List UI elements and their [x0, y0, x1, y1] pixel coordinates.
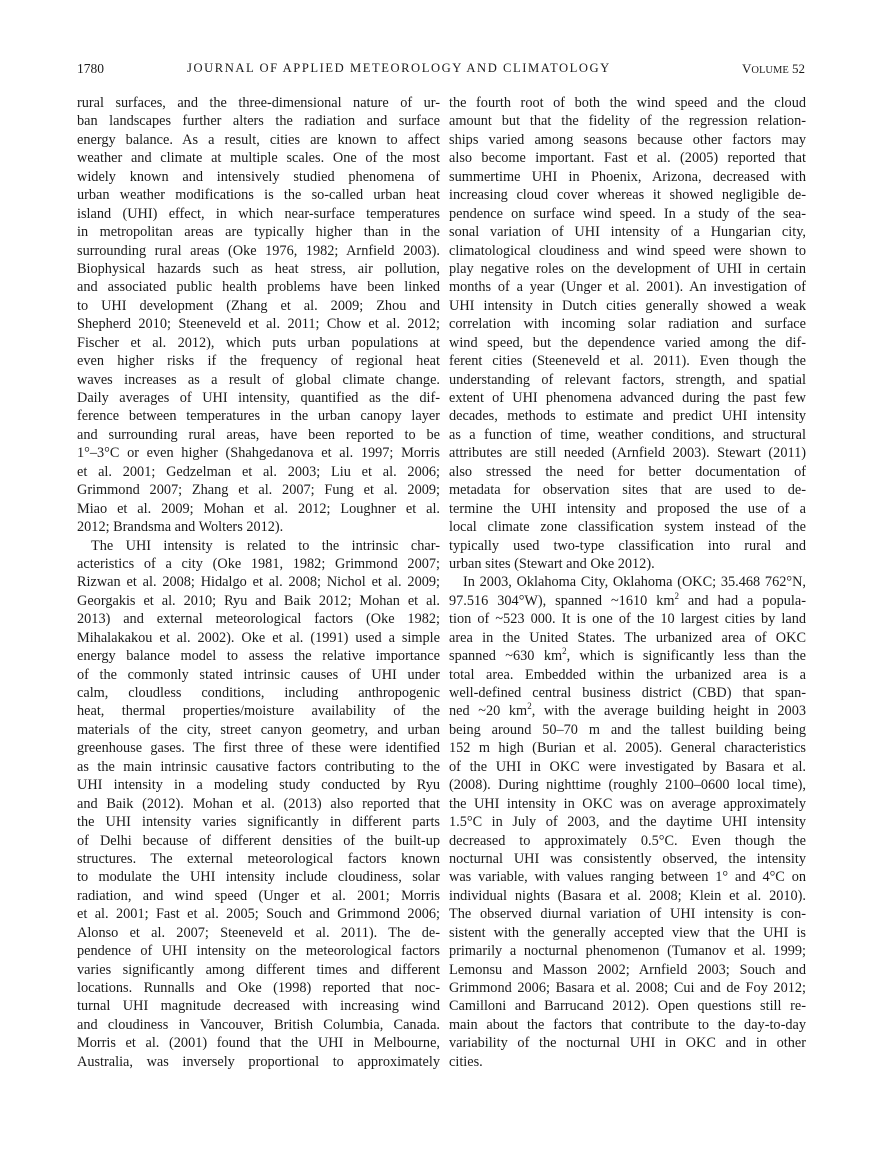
text-line: to modulate the UHI intensity include cloudiness, solar — [77, 869, 440, 886]
text-line: the fourth root of both the wind speed and the cloud — [449, 95, 806, 111]
text-line: 97.516 304°W), spanned ~1610 $km^2$ and had a popula- — [449, 590, 806, 609]
text-line: Biophysical hazards such as heat stress, air pollution, — [77, 260, 440, 277]
left-column — [77, 94, 440, 1071]
text-line: in metropolitan areas are typically higher than in the — [77, 224, 440, 241]
text-line: summertime UHI in Phoenix, Arizona, decreased with — [449, 168, 806, 185]
text-line: months of a year (Unger et al. 2001). An investigation of — [449, 279, 806, 296]
text-line: Grimmond 2006; Basara et al. 2008; Cui and de Foy 2012; — [449, 980, 806, 996]
text-line: amount but that the fidelity of the regression relation- — [449, 113, 806, 130]
text-line: UHI intensity in a modeling study conducted by Ryu — [77, 777, 440, 794]
text-line: rural surfaces, and the three-dimensional nature of ur- — [77, 95, 440, 111]
page-number: 1780 — [77, 61, 104, 76]
text-line: radiation, and wind speed (Unger et al. 2001; Morris — [77, 887, 440, 904]
text-line: and surrounding rural areas, have been reported to be — [77, 426, 440, 443]
text-line: and Baik (2012). Mohan et al. (2013) also reported that — [77, 795, 440, 812]
text-line: varies significantly among different times and different — [77, 961, 440, 978]
text-line: et al. 2001; Gedzelman et al. 2003; Liu et al. 2006; — [77, 463, 440, 480]
text-line: ference between temperatures in the urban canopy layer — [77, 408, 440, 425]
text-line: pendence on surface wind speed. In a study of the sea- — [449, 205, 806, 222]
text-line: of the commonly stated intrinsic causes of UHI under — [77, 666, 440, 683]
text-line: local climate zone classification system instead of the — [449, 519, 806, 536]
text-line: being around 50–70 m and the tallest building being — [449, 721, 806, 738]
text-line: structures. The external meteorological factors known — [77, 850, 440, 867]
text-line: increasing cloud cover whereas it showed negligible de- — [449, 187, 806, 204]
text-line: Shepherd 2010; Steeneveld et al. 2011; Chow et al. 2012; — [77, 316, 440, 333]
text-line: 2012; Brandsma and Wolters 2012). — [77, 519, 284, 536]
text-line: energy balance. As a result, cities are known to affect — [77, 131, 440, 148]
text-line: 2013) and external meteorological factors (Oke 1982; — [77, 611, 440, 628]
text-line: pendence of UHI intensity on the meteorological factors — [77, 943, 440, 960]
text-line: climatological cloudiness and wind speed were shown to — [449, 242, 806, 259]
text-line: individual nights (Basara et al. 2008; Klein et al. 2010). — [449, 887, 806, 904]
text-line: heat, thermal properties/moisture availability of the — [77, 703, 440, 720]
text-line: waves increases as a result of global climate change. — [77, 371, 440, 388]
text-line: In 2003, Oklahoma City, Oklahoma (OKC; 35.468 762°N, — [463, 574, 806, 591]
text-line: Camilloni and Barrucand 2012). Open questions still re- — [449, 998, 806, 1015]
text-line: total area. Embedded within the urbanized area is a — [449, 666, 806, 683]
text-line: decades, methods to estimate and predict UHI intensity — [449, 408, 806, 425]
running-header — [77, 61, 805, 81]
text-line: Alonso et al. 2007; Steeneveld et al. 2011). The de- — [77, 924, 440, 941]
text-line: of the UHI in OKC were investigated by Basara et al. — [449, 758, 806, 775]
text-line: urban sites (Stewart and Oke 2012). — [449, 555, 655, 572]
text-line: metadata for observation sites that are used to de- — [449, 482, 806, 499]
text-line: Mihalakakou et al. 2002). Oke et al. (1991) used a simple — [77, 629, 440, 646]
text-line: island (UHI) effect, in which near-surface temperatures — [77, 205, 440, 222]
text-line: ferent cities (Steeneveld et al. 2011). Even though the — [449, 353, 806, 370]
text-line: locations. Runnalls and Oke (1998) reported that noc- — [77, 980, 440, 996]
volume-label: VOLUME 52 — [742, 61, 805, 76]
text-line: and cloudiness in Vancouver, British Columbia, Canada. — [77, 1016, 440, 1033]
text-line: even higher risks if the frequency of regional heat — [77, 353, 440, 370]
text-line: acteristics of a city (Oke 1981, 1982; Grimmond 2007; — [77, 555, 440, 572]
text-line: ban landscapes further alters the radiation and surface — [77, 113, 440, 130]
text-line: was variable, with values ranging between 1° and 4°C on — [449, 869, 806, 886]
text-line: primarily a nocturnal phenomenon (Tumanov et al. 1999; — [449, 943, 806, 960]
text-line: Australia, was inversely proportional to approximately — [77, 1053, 440, 1070]
text-line: et al. 2001; Fast et al. 2005; Souch and Grimmond 2006; — [77, 906, 440, 923]
text-line: variability of the nocturnal UHI in OKC and in other — [449, 1035, 806, 1052]
text-line: The observed diurnal variation of UHI intensity is con- — [449, 906, 806, 923]
text-line: 152 m high (Burian et al. 2005). General characteristics — [449, 740, 806, 757]
text-line: Fischer et al. 2012), which puts urban populations at — [77, 334, 440, 351]
text-line: greenhouse gases. The first three of these were identified — [77, 740, 440, 757]
text-line: understanding of relevant factors, strength, and spatial — [449, 371, 806, 388]
text-line: turnal UHI magnitude decreased with increasing wind — [77, 998, 440, 1015]
text-line: to UHI development (Zhang et al. 2009; Zhou and — [77, 297, 440, 314]
text-line: sonal variation of UHI intensity of a Hungarian city, — [449, 224, 806, 241]
text-line: Daily averages of UHI intensity, quantified as the dif- — [77, 390, 440, 406]
text-line: Miao et al. 2009; Mohan et al. 2012; Loughner et al. — [77, 500, 440, 517]
text-line: area in the United States. The urbanized area of OKC — [449, 629, 806, 646]
text-line: Morris et al. (2001) found that the UHI in Melbourne, — [77, 1035, 440, 1052]
text-line: spanned ~630 $km^2$, which is significantly less than the — [449, 646, 806, 665]
text-line: ned ~20 $km^2$, with the average building height in 2003 — [449, 701, 807, 720]
text-line: also stressed the need for better documentation of — [449, 463, 806, 480]
text-line: 1°–3°C or even higher (Shahgedanova et al. 1997; Morris — [77, 445, 440, 462]
text-line: weather and climate at multiple scales. One of the most — [77, 150, 440, 167]
journal-title: JOURNAL OF APPLIED METEOROLOGY AND CLIMATOLOGY — [187, 61, 611, 75]
text-line: of Delhi because of different densities of the built-up — [77, 832, 440, 849]
text-line: termine the UHI intensity and proposed the use of a — [449, 500, 806, 517]
text-line: as a function of time, weather conditions, and structural — [449, 426, 806, 443]
text-line: (2008). During nighttime (roughly 2100–0600 local time), — [449, 777, 806, 794]
text-line: Georgakis et al. 2010; Ryu and Baik 2012; Mohan et al. — [77, 592, 440, 609]
text-line: the UHI intensity in OKC was on average approximately — [449, 795, 806, 812]
text-line: The UHI intensity is related to the intrinsic char- — [91, 537, 440, 554]
text-line: widely known and intensively studied phenomena of — [77, 168, 440, 185]
text-line: correlation with incoming solar radiation and surface — [449, 316, 806, 333]
text-line: main about the factors that contribute to the day-to-day — [449, 1016, 806, 1033]
text-line: extent of UHI phenomena advanced during the past few — [449, 390, 806, 406]
text-line: and associated public health problems have been linked — [77, 279, 440, 296]
text-line: Lemonsu and Masson 2002; Arnfield 2003; Souch and — [449, 961, 806, 978]
text-line: play negative roles on the development of UHI in certain — [449, 260, 806, 277]
text-line: 1.5°C in July of 2003, and the daytime UHI intensity — [449, 814, 806, 831]
text-line: UHI intensity in Dutch cities generally showed a weak — [449, 297, 806, 314]
text-line: energy balance model to assess the relative importance — [77, 648, 440, 665]
text-line: ships varied among seasons because other factors may — [449, 131, 806, 148]
text-line: surrounding rural areas (Oke 1976, 1982; Arnfield 2003). — [77, 242, 440, 259]
text-line: the UHI intensity varies significantly in different parts — [77, 814, 440, 831]
text-line: typically used two-type classification into rural and — [449, 537, 806, 554]
text-line: also become important. Fast et al. (2005) reported that — [449, 150, 806, 167]
text-line: tion of ~523 000. It is one of the 10 largest cities by land — [449, 611, 806, 628]
text-line: wind speed, but the dependence varied among the dif- — [449, 334, 806, 351]
text-line: Grimmond 2007; Zhang et al. 2007; Fung et al. 2009; — [77, 482, 440, 499]
text-line: attributes are still needed (Arnfield 2003). Stewart (2011) — [449, 445, 806, 462]
text-line: urban weather modifications is the so-called urban heat — [77, 187, 440, 204]
text-line: materials of the city, street canyon geometry, and urban — [77, 721, 440, 738]
text-line: calm, cloudless conditions, including anthropogenic — [77, 685, 440, 701]
text-line: as the main intrinsic causative factors contributing to the — [77, 758, 440, 775]
text-line: cities. — [449, 1053, 483, 1070]
right-column — [449, 94, 806, 1071]
text-line: decreased to approximately 0.5°C. Even though the — [449, 832, 806, 849]
text-line: Rizwan et al. 2008; Hidalgo et al. 2008; Nichol et al. 2009; — [77, 574, 440, 591]
text-line: sistent with the generally accepted view that the UHI is — [449, 924, 806, 941]
text-line: nocturnal UHI was consistently observed, the intensity — [449, 850, 806, 867]
text-line: well-defined central business district (CBD) that span- — [449, 685, 806, 701]
